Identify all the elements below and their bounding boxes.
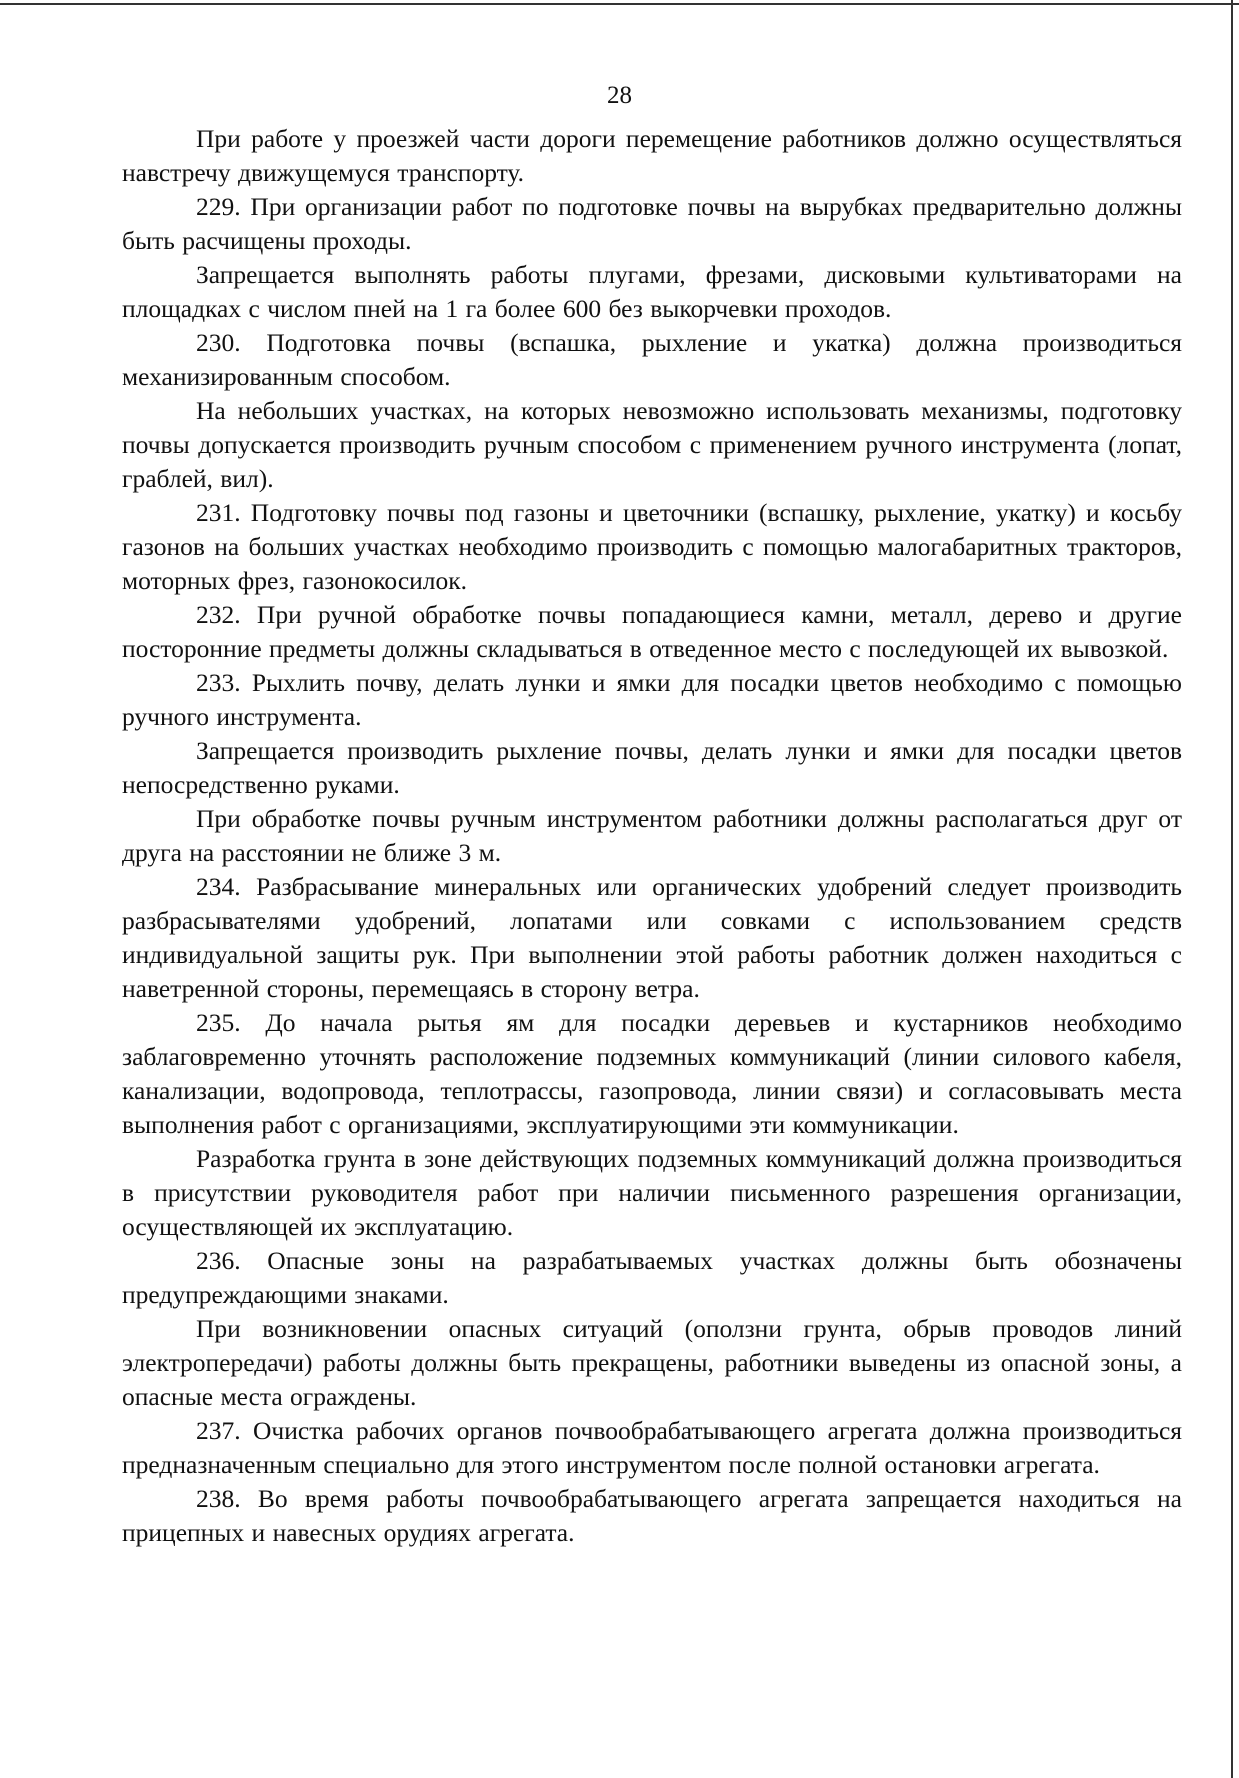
- paragraph-230: 230. Подготовка почвы (вспашка, рыхление и укатка) должна производиться механизированным способом.: [122, 328, 1182, 391]
- paragraph: Запрещается производить рыхление почвы, делать лунки и ямки для посадки цветов непосредственно руками.: [122, 736, 1182, 799]
- paragraph-233: 233. Рыхлить почву, делать лунки и ямки для посадки цветов необходимо с помощью ручного инструмента.: [122, 668, 1182, 731]
- paragraph-237: 237. Очистка рабочих органов почвообрабатывающего агрегата должна производиться предназначенным специально для этого инструментом после полной остановки агрегата.: [122, 1416, 1182, 1479]
- paragraph-229: 229. При организации работ по подготовке почвы на вырубках предварительно должны быть расчищены проходы.: [122, 192, 1182, 255]
- paragraph: На небольших участках, на которых невозможно использовать механизмы, подготовку почвы допускается производить ручным способом с применением ручного инструмента (лопат, граблей, вил).: [122, 396, 1182, 493]
- paragraph-235: 235. До начала рытья ям для посадки деревьев и кустарников необходимо заблаговременно уточнять расположение подземных коммуникаций (линии силового кабеля, канализации, водопровода, теплотрассы, газопровода, линии связи) и согласовывать места выполнения работ с организациями, эксплуатирующими эти коммуникации.: [122, 1008, 1182, 1139]
- paragraph-231: 231. Подготовку почвы под газоны и цветочники (вспашку, рыхление, укатку) и косьбу газонов на больших участках необходимо производить с помощью малогабаритных тракторов, моторных фрез, газонокосилок.: [122, 498, 1182, 595]
- paragraph-236: 236. Опасные зоны на разрабатываемых участках должны быть обозначены предупреждающими знаками.: [122, 1246, 1182, 1309]
- paragraph-234: 234. Разбрасывание минеральных или органических удобрений следует производить разбрасывателями удобрений, лопатами или совками с использованием средств индивидуальной защиты рук. При выполнении этой работы работник должен находиться с наветренной стороны, перемещаясь в сторону ветра.: [122, 872, 1182, 1003]
- paragraph: При обработке почвы ручным инструментом работники должны располагаться друг от друга на расстоянии не ближе 3 м.: [122, 804, 1182, 867]
- paragraph: При возникновении опасных ситуаций (оползни грунта, обрыв проводов линий электропередачи) работы должны быть прекращены, работники выведены из опасной зоны, а опасные места ограждены.: [122, 1314, 1182, 1411]
- paragraph: Запрещается выполнять работы плугами, фрезами, дисковыми культиваторами на площадках с числом пней на 1 га более 600 без выкорчевки проходов.: [122, 260, 1182, 323]
- page-number: 28: [607, 82, 632, 109]
- paragraph: Разработка грунта в зоне действующих подземных коммуникаций должна производиться в присутствии руководителя работ при наличии письменного разрешения организации, осуществляющей их эксплуатацию.: [122, 1144, 1182, 1241]
- paragraph: При работе у проезжей части дороги перемещение работников должно осуществляться навстречу движущемуся транспорту.: [122, 124, 1182, 187]
- paragraph-232: 232. При ручной обработке почвы попадающиеся камни, металл, дерево и другие посторонние предметы должны складываться в отведенное место с последующей их вывозкой.: [122, 600, 1182, 663]
- scan-border-top: [0, 3, 1239, 5]
- scan-border-right: [1231, 0, 1233, 1778]
- paragraph-238: 238. Во время работы почвообрабатывающего агрегата запрещается находиться на прицепных и навесных орудиях агрегата.: [122, 1484, 1182, 1547]
- document-body: [122, 122, 1182, 1550]
